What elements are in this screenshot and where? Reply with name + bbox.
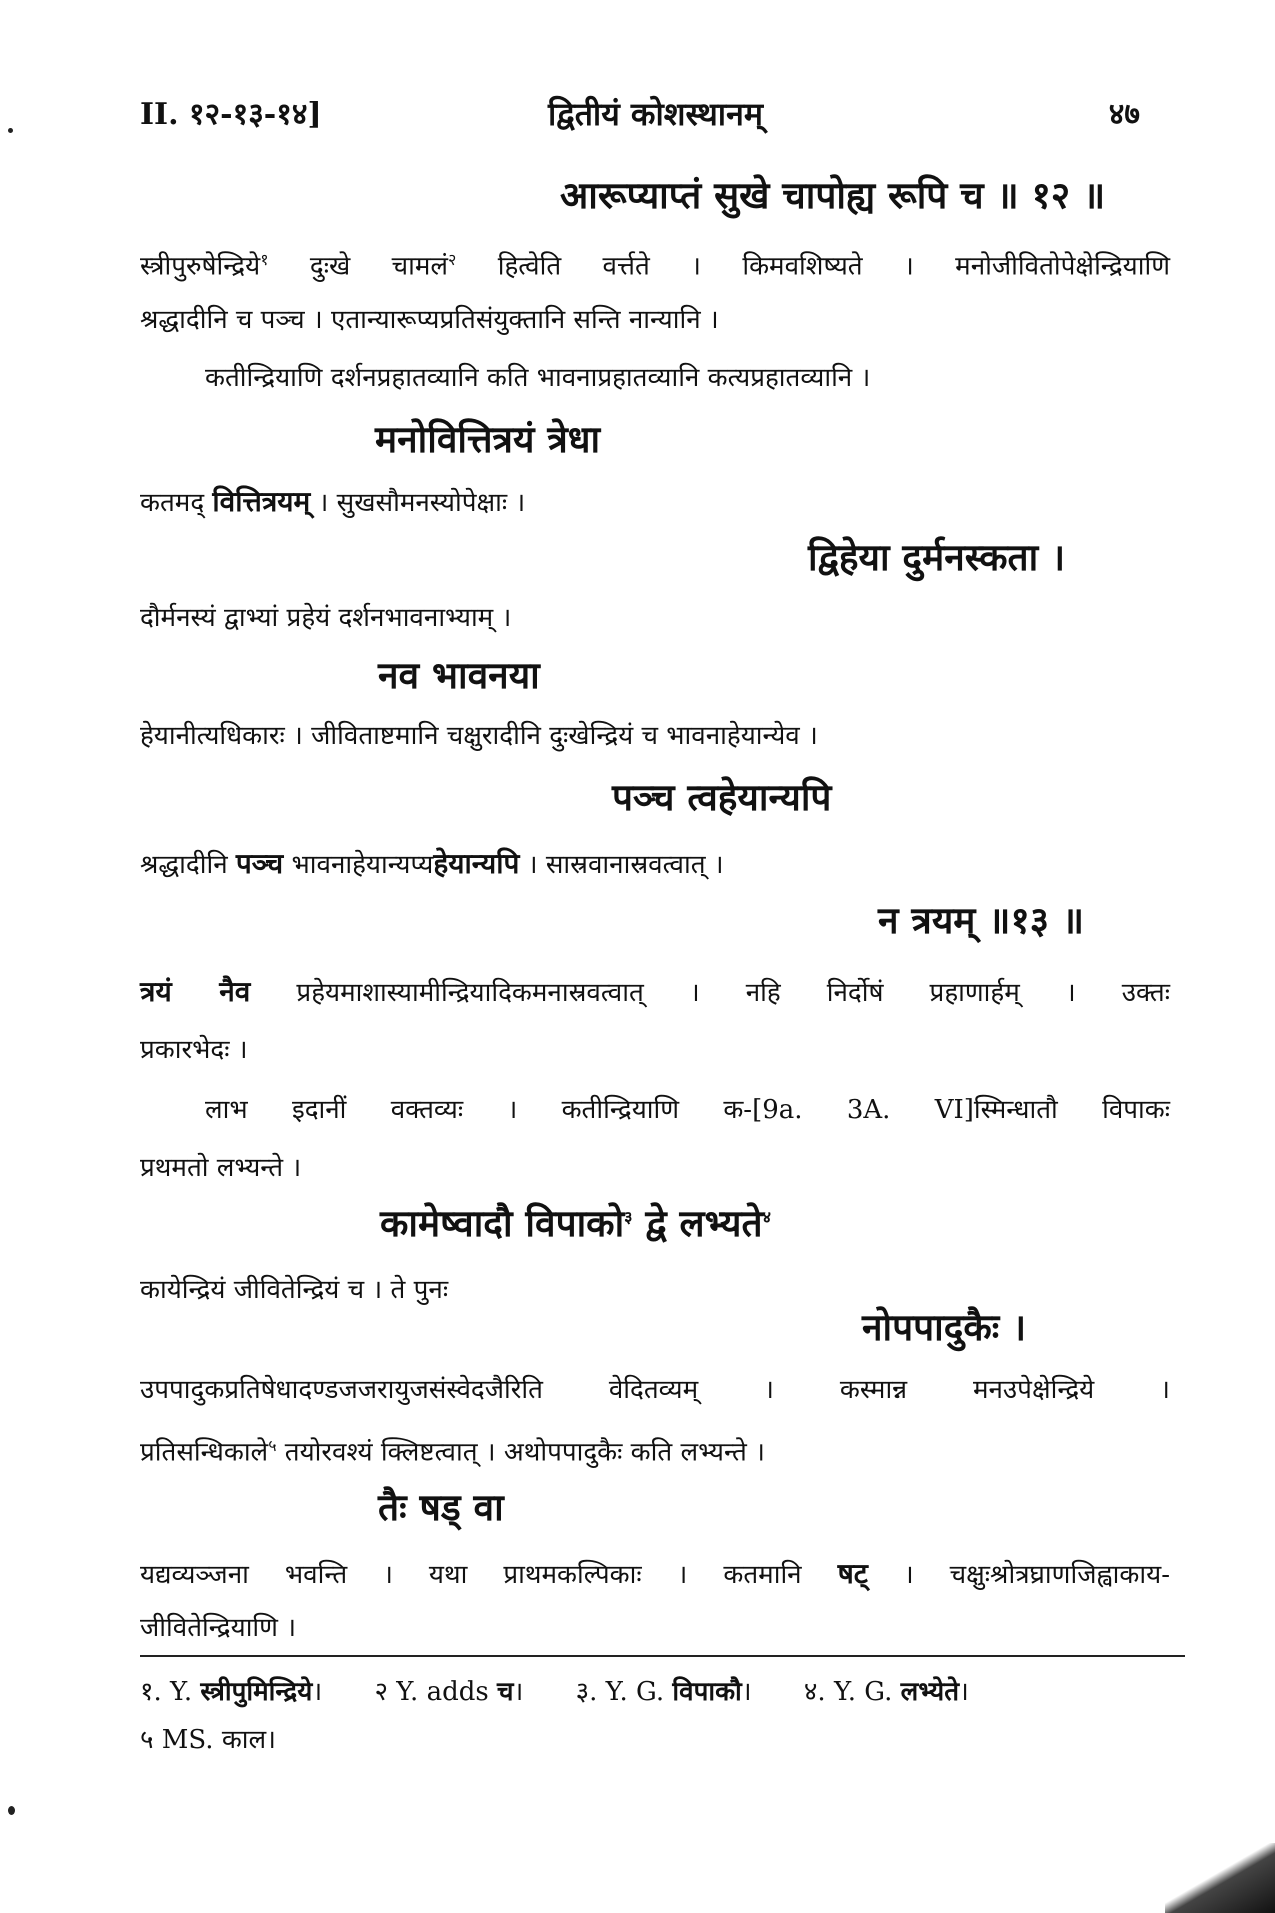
footnote-marker: २	[448, 250, 457, 269]
footnote-divider	[140, 1655, 1185, 1657]
page-number: ४७	[1108, 97, 1140, 132]
footnotes	[140, 1672, 969, 1708]
scan-edge-shadow	[1165, 1843, 1275, 1913]
footnote-marker: १	[260, 250, 269, 269]
commentary-line: कतमद् वित्तित्रयम् । सुखसौमनस्योपेक्षाः ।	[140, 485, 526, 518]
scan-speck	[8, 128, 13, 133]
commentary-line: दौर्मनस्यं द्वाभ्यां प्रहेयं दर्शनभावनाभ्याम् ।	[140, 603, 512, 633]
commentary-line: यद्यव्यञ्जना भवन्ति । यथा प्राथमकल्पिकाः । कतमानि षट् । चक्षुःश्रोत्रघ्राणजिह्वाकाय-	[140, 1557, 1170, 1590]
footnote-3: ३. Y. G. विपाकौ।	[575, 1677, 752, 1707]
section-reference: II. १२-१३-१४]	[140, 97, 322, 132]
commentary-line: त्रयं नैव प्रहेयमाशास्यामीन्द्रियादिकमनास्रवत्वात् । नहि निर्दोषं प्रहाणार्हम् । उक्तः	[140, 975, 1170, 1008]
verse-heading: तैः षड् वा	[378, 1485, 504, 1529]
commentary-line: श्रद्धादीनि च पञ्च । एतान्यारूप्यप्रतिसंयुक्तानि सन्ति नान्यानि ।	[140, 305, 719, 335]
footnote-2: २ Y. adds च।	[374, 1677, 524, 1707]
footnote-marker: ४	[762, 1207, 771, 1227]
footnotes	[140, 1720, 320, 1756]
verse-heading: मनोवित्तित्रयं त्रेधा	[375, 417, 601, 461]
footnote-1: १. Y. स्त्रीपुमिन्द्रिये।	[140, 1677, 323, 1707]
verse-heading: कामेष्वादौ विपाको$^३$ द्वे लभ्यते$^४$	[380, 1201, 771, 1245]
verse-heading: नोपपादुकैः ।	[862, 1305, 1027, 1349]
verse-heading: नव भावनया	[378, 653, 540, 697]
commentary-line: कतीन्द्रियाणि दर्शनप्रहातव्यानि कति भावनाप्रहातव्यानि कत्यप्रहातव्यानि ।	[205, 363, 871, 393]
verse-13: न त्रयम् ॥१३ ॥	[878, 898, 1084, 942]
verse-heading: पञ्च त्वहेयान्यपि	[612, 775, 832, 819]
commentary-line: हेयानीत्यधिकारः । जीविताष्टमानि चक्षुरादीनि दुःखेन्द्रियं च भावनाहेयान्येव ।	[140, 721, 818, 751]
footnote-4: ४. Y. G. लभ्येते।	[803, 1677, 969, 1707]
commentary-line: प्रकारभेदः ।	[140, 1035, 248, 1065]
commentary-line: लाभ इदानीं वक्तव्यः । कतीन्द्रियाणि क-[9a. 3A. VI]स्मिन्धातौ विपाकः	[205, 1095, 1170, 1125]
running-header	[140, 92, 1140, 140]
footnote-marker: ३	[624, 1207, 633, 1227]
commentary-line: कायेन्द्रियं जीवितेन्द्रियं च । ते पुनः	[140, 1275, 449, 1305]
commentary-line: श्रद्धादीनि पञ्च भावनाहेयान्यप्यहेयान्यपि । सास्रवानास्रवत्वात् ।	[140, 847, 724, 880]
commentary-line: प्रतिसन्धिकाले$^५$ तयोरवश्यं क्लिष्टत्वात् । अथोपपादुकैः कति लभ्यन्ते ।	[140, 1436, 765, 1468]
scan-speck	[8, 1806, 15, 1815]
commentary-line: स्त्रीपुरुषेन्द्रिये$^१$ दुःखे चामलं$^२$ हित्वेति वर्त्तते । किमवशिष्यते । मनोजीवितोपेक्षेन्द्रियाणि	[140, 250, 1170, 282]
commentary-line: उपपादुकप्रतिषेधादण्डजजरायुजसंस्वेदजैरिति वेदितव्यम् । कस्मान्न मनउपेक्षेन्द्रिये ।	[140, 1375, 1170, 1405]
footnote-marker: ५	[268, 1436, 277, 1455]
verse-heading: द्विहेया दुर्मनस्कता ।	[808, 535, 1066, 579]
commentary-line: प्रथमतो लभ्यन्ते ।	[140, 1153, 302, 1183]
verse-12: आरूप्याप्तं सुखे चापोह्य रूपि च ॥ १२ ॥	[560, 173, 1106, 217]
chapter-title: द्वितीयं कोशस्थानम्	[548, 95, 763, 133]
commentary-line: जीवितेन्द्रियाणि ।	[140, 1613, 297, 1643]
footnote-5: ५ MS. काल।	[140, 1725, 277, 1755]
